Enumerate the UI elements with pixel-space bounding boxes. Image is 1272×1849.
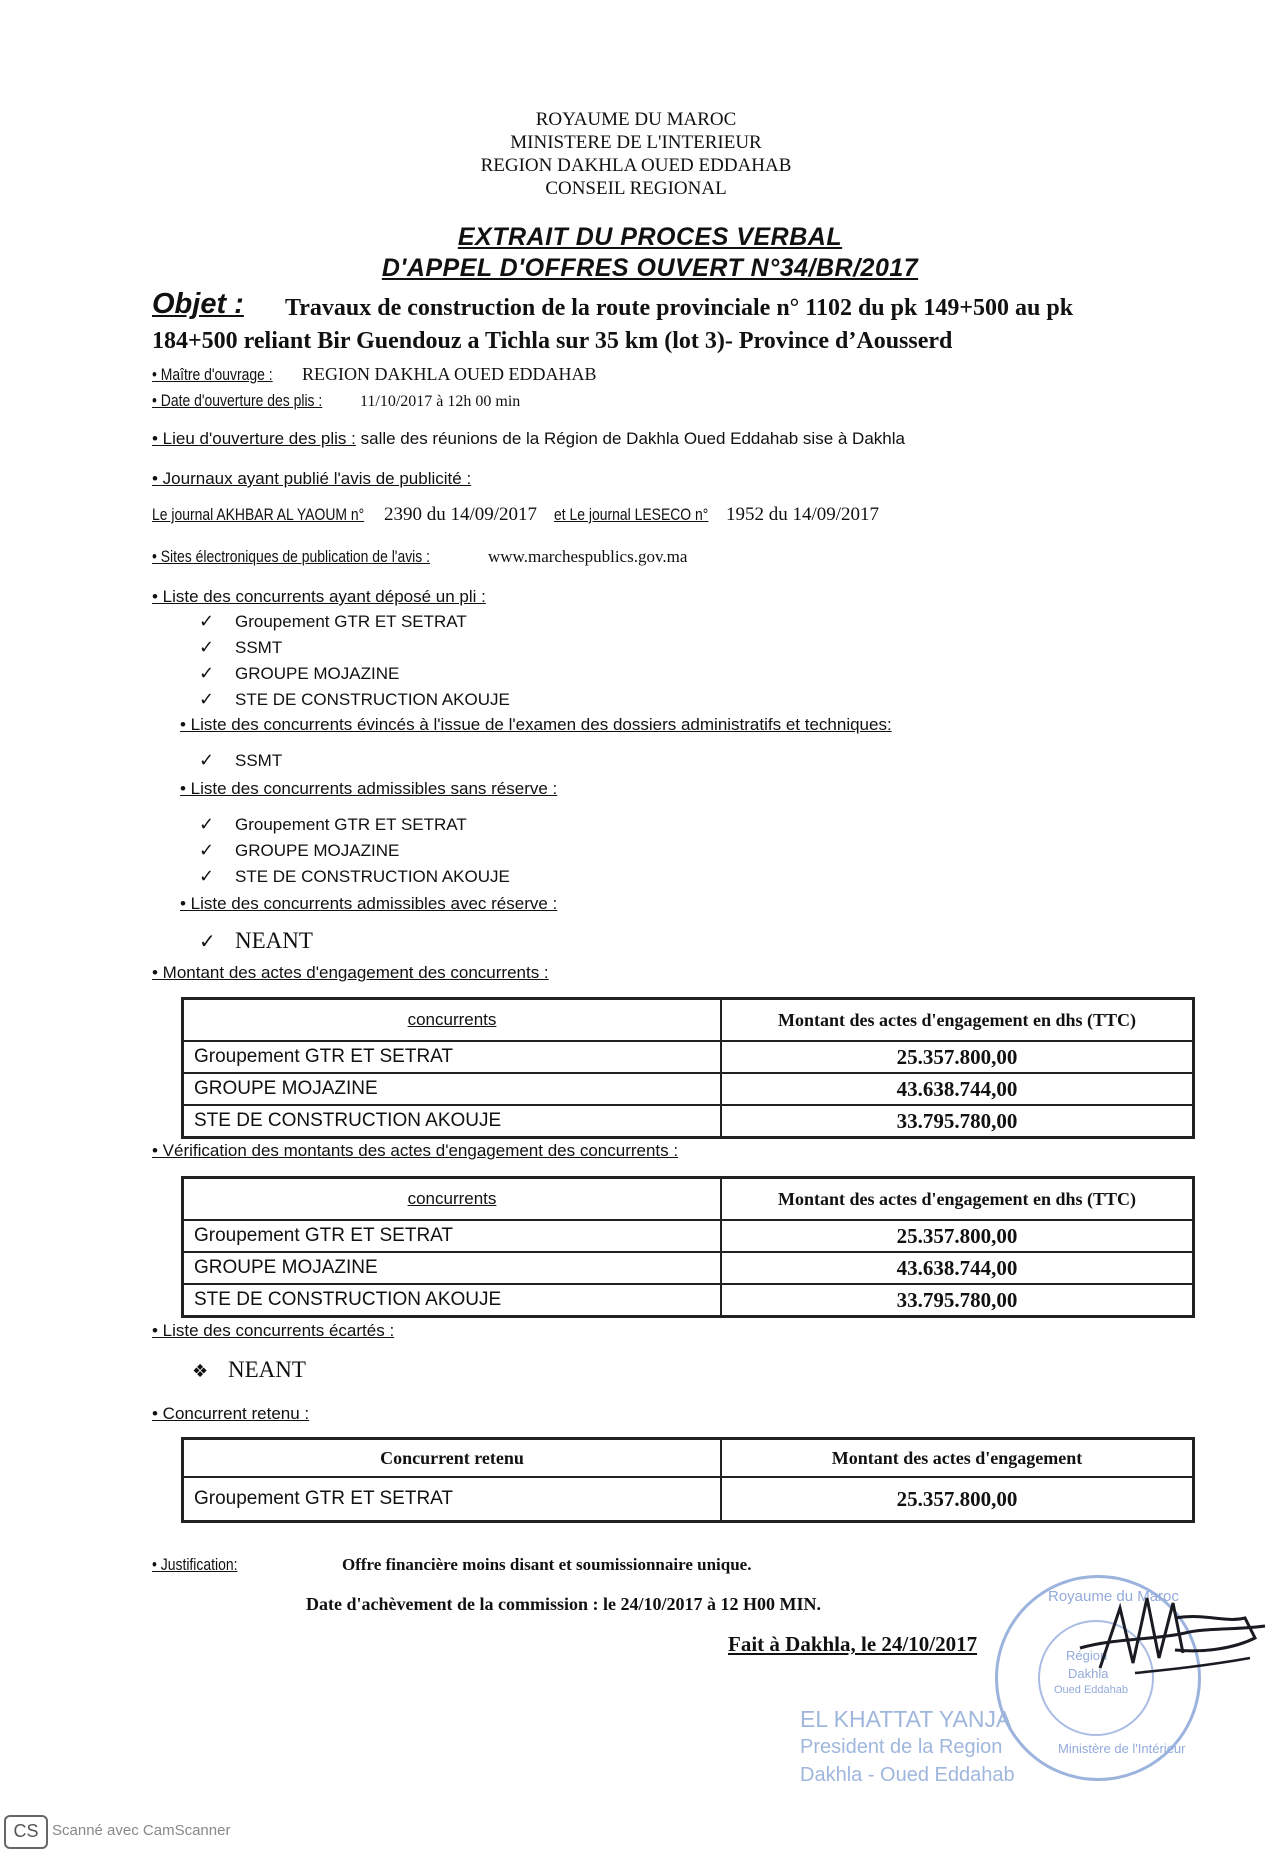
montant-label-row (152, 962, 549, 983)
lieu-ouverture-text (152, 429, 905, 448)
journaux-row (152, 504, 879, 526)
table-row (183, 1041, 1194, 1073)
table-cell-amount: 43.638.744,00 (896, 1076, 1018, 1101)
check-icon: ✓ (199, 689, 215, 710)
retenu-table (181, 1437, 1195, 1523)
retenu-label: • Concurrent retenu : (152, 1404, 310, 1423)
justification-row (152, 1554, 751, 1575)
stamp-text-top: Royaume du Maroc (1048, 1588, 1179, 1605)
stamp-text-bottom: Ministère de l'Intérieur (1058, 1741, 1186, 1756)
table-row (183, 1220, 1194, 1252)
table-cell-amount: 25.357.800,00 (896, 1044, 1018, 1069)
table-header-row (183, 1178, 1194, 1221)
lieu-ouverture-value: salle des réunions de la Région de Dakhla Oued Eddahab sise à Dakhla (360, 429, 905, 448)
deposes-label-row (152, 586, 486, 607)
sites-row (152, 546, 687, 567)
maitre-ouvrage-row (152, 364, 596, 385)
table-header-montant: Montant des actes d'engagement en dhs (TTC) (778, 1188, 1136, 1209)
justification-value: Offre financière moins disant et soumissionnaire unique. (342, 1555, 752, 1574)
montant-label: • Montant des actes d'engagement des concurrents : (152, 963, 549, 982)
verification-label: • Vérification des montants des actes d'engagement des concurrents : (152, 1141, 679, 1160)
table-header-row (183, 1439, 1194, 1478)
check-icon: ✓ (199, 866, 215, 887)
table-cell-name: GROUPE MOJAZINE (194, 1078, 378, 1099)
list-item: ✓ STE DE CONSTRUCTION AKOUJE (199, 689, 510, 710)
table-row (183, 1105, 1194, 1138)
table-header-montant: Montant des actes d'engagement (831, 1447, 1083, 1468)
table-cell-amount: 43.638.744,00 (896, 1255, 1018, 1280)
stamp-inner-2: Dakhla (1068, 1666, 1109, 1681)
signatory-name: EL KHATTAT YANJA (800, 1706, 1012, 1732)
ecartes-value-row (192, 1357, 306, 1383)
stamp-inner-1: Région (1066, 1648, 1108, 1663)
fait-a-text: Fait à Dakhla, le 24/10/2017 (728, 1632, 978, 1656)
title-line-2: D'APPEL D'OFFRES OUVERT N°34/BR/2017 (381, 254, 919, 282)
camscanner-logo-icon: CS (4, 1815, 48, 1849)
handwritten-signature (1075, 1578, 1270, 1698)
check-icon: ✓ (199, 663, 215, 684)
evinces-label-row (180, 714, 892, 735)
journal-2-label: et Le journal LESECO n° (554, 505, 709, 524)
table-row (183, 1252, 1194, 1284)
header-line-kingdom: ROYAUME DU MAROC (535, 109, 737, 130)
deposes-label: • Liste des concurrents ayant déposé un pli : (152, 587, 486, 606)
retenu-label-row (152, 1403, 309, 1424)
sites-value: www.marchespublics.gov.ma (488, 547, 688, 566)
table-row (183, 1477, 1194, 1522)
stamp-inner-3: Oued Eddahab (1054, 1684, 1129, 1696)
check-icon: ✓ (199, 929, 216, 953)
table-header-retenu: Concurrent retenu (380, 1447, 524, 1468)
table-header-row (183, 999, 1194, 1042)
table-cell-amount: 33.795.780,00 (896, 1287, 1018, 1312)
sans-reserve-label: • Liste des concurrents admissibles sans réserve : (180, 779, 558, 798)
signatory-title: President de la Region (800, 1736, 1003, 1758)
deposes-list (199, 609, 510, 713)
avec-reserve-label-row (180, 893, 557, 914)
table-row (183, 1073, 1194, 1105)
montant-table (181, 997, 1195, 1139)
check-icon: ✓ (199, 814, 215, 835)
avec-reserve-value: NEANT (235, 928, 313, 953)
camscanner-text: Scanné avec CamScanner (52, 1822, 231, 1839)
justification-label: • Justification: (152, 1555, 238, 1574)
table-cell-amount: 33.795.780,00 (896, 1108, 1018, 1133)
header-line-council: CONSEIL REGIONAL (545, 178, 727, 199)
sites-label: • Sites électroniques de publication de l'avis : (152, 547, 430, 566)
signatory-region: Dakhla - Oued Eddahab (800, 1764, 1015, 1786)
table-cell-amount: 25.357.800,00 (896, 1223, 1018, 1248)
journaux-label-row (152, 468, 471, 489)
journal-1-value: 2390 du 14/09/2017 (384, 504, 538, 525)
evinces-list (199, 748, 282, 774)
verification-table (181, 1176, 1195, 1318)
avec-reserve-label: • Liste des concurrents admissibles avec réserve : (180, 894, 558, 913)
list-item: ✓ STE DE CONSTRUCTION AKOUJE (199, 866, 510, 887)
journal-1-label: Le journal AKHBAR AL YAOUM n° (152, 505, 365, 524)
sans-reserve-label-row (180, 778, 557, 799)
table-cell-amount: 25.357.800,00 (896, 1486, 1018, 1511)
table-cell-name: Groupement GTR ET SETRAT (194, 1488, 454, 1509)
evinces-label: • Liste des concurrents évincés à l'issue de l'examen des dossiers administratifs et techniques: (180, 715, 892, 734)
table-cell-name: Groupement GTR ET SETRAT (194, 1225, 454, 1246)
check-icon: ✓ (199, 840, 215, 861)
signatory-block (800, 1705, 1015, 1789)
verification-label-row (152, 1140, 678, 1161)
objet-label: Objet : (152, 288, 244, 320)
lieu-ouverture-row (152, 428, 905, 449)
list-item: ✓ Groupement GTR ET SETRAT (199, 611, 467, 632)
table-row (183, 1284, 1194, 1317)
lieu-ouverture-label: • Lieu d'ouverture des plis : (152, 429, 356, 448)
title-line-1: EXTRAIT DU PROCES VERBAL (457, 223, 843, 251)
header-line-ministry: MINISTERE DE L'INTERIEUR (510, 132, 762, 153)
list-item: ✓ GROUPE MOJAZINE (199, 840, 400, 861)
check-icon: ✓ (199, 750, 215, 771)
ecartes-label: • Liste des concurrents écartés : (152, 1321, 395, 1340)
maitre-ouvrage-label: • Maître d'ouvrage : (152, 365, 273, 384)
date-ouverture-label: • Date d'ouverture des plis : (152, 391, 323, 410)
sans-reserve-list (199, 812, 510, 890)
table-cell-name: STE DE CONSTRUCTION AKOUJE (194, 1289, 502, 1310)
date-ouverture-row (152, 390, 520, 411)
check-icon: ✓ (199, 611, 215, 632)
maitre-ouvrage-value: REGION DAKHLA OUED EDDAHAB (302, 364, 597, 384)
achevement-text: Date d'achèvement de la commission : le 24/10/2017 à 12 H00 MIN. (306, 1594, 821, 1614)
table-cell-name: GROUPE MOJAZINE (194, 1257, 378, 1278)
table-header-concurrents: concurrents (407, 1189, 497, 1208)
list-item: ✓ Groupement GTR ET SETRAT (199, 814, 467, 835)
check-icon: ✓ (199, 637, 215, 658)
avec-reserve-value-row (199, 928, 313, 954)
list-item: ✓ SSMT (199, 637, 283, 658)
date-ouverture-value: 11/10/2017 à 12h 00 min (360, 393, 521, 410)
ecartes-value: NEANT (228, 1357, 306, 1382)
table-cell-name: STE DE CONSTRUCTION AKOUJE (194, 1110, 502, 1131)
diamond-bullet-icon: ❖ (192, 1361, 209, 1382)
objet-text: Travaux de construction de la route provinciale n° 1102 du pk 149+500 au pk 184+500 reliant Bir Guendouz a Tichla sur 35 km (lot 3)- Province d’Aousserd (152, 295, 1074, 354)
table-header-concurrents: concurrents (407, 1010, 497, 1029)
list-item: ✓ SSMT (199, 750, 283, 771)
ecartes-label-row (152, 1320, 394, 1341)
journal-2-value: 1952 du 14/09/2017 (726, 504, 880, 525)
header-line-region: REGION DAKHLA OUED EDDAHAB (480, 155, 792, 176)
document-title (0, 222, 1272, 284)
list-item: ✓ GROUPE MOJAZINE (199, 663, 400, 684)
table-cell-name: Groupement GTR ET SETRAT (194, 1046, 454, 1067)
table-header-montant: Montant des actes d'engagement en dhs (TTC) (778, 1009, 1136, 1030)
document-header (0, 108, 1272, 200)
journaux-label: • Journaux ayant publié l'avis de publicité : (152, 469, 472, 488)
